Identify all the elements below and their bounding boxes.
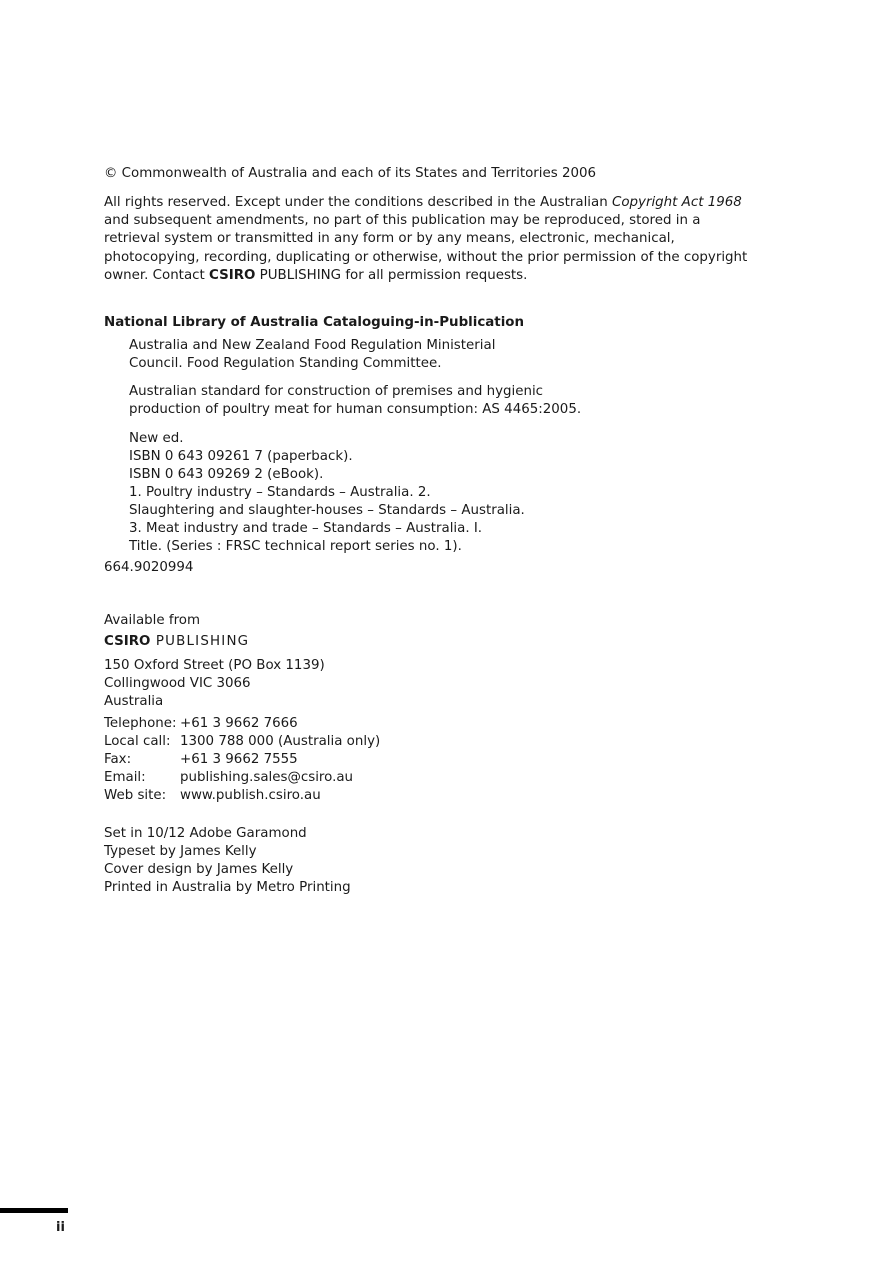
publisher-name: CSIRO PUBLISHING — [104, 634, 250, 649]
act-name: Copyright Act 1968 — [611, 195, 742, 210]
production-line: Set in 10/12 Adobe Garamond — [104, 826, 307, 841]
cip-details — [129, 430, 689, 556]
cip-author-line: Australia and New Zealand Food Regulation Ministerial — [129, 338, 496, 353]
cip-detail-line: 1. Poultry industry – Standards – Australia. 2. — [129, 485, 431, 500]
contact-email: Email: publishing.sales@csiro.au — [104, 770, 354, 785]
address-line: Collingwood VIC 3066 — [104, 676, 251, 691]
cip-author-line: Council. Food Regulation Standing Committee. — [129, 356, 442, 371]
contact-telephone: Telephone: +61 3 9662 7666 — [104, 716, 298, 731]
cip-detail-line: ISBN 0 643 09261 7 (paperback). — [129, 449, 353, 464]
copyright-notice: © Commonwealth of Australia and each of its States and Territories 2006 — [104, 166, 597, 181]
csiro-mark: CSIRO — [209, 267, 256, 283]
contact-website: Web site: www.publish.csiro.au — [104, 788, 321, 803]
production-line: Printed in Australia by Metro Printing — [104, 880, 351, 895]
publisher-address — [104, 657, 754, 711]
production-line: Cover design by James Kelly — [104, 862, 294, 877]
cip-detail-line: Title. (Series : FRSC technical report series no. 1). — [129, 539, 462, 554]
production-line: Typeset by James Kelly — [104, 844, 257, 859]
available-from: Available from — [104, 613, 201, 628]
contact-fax: Fax: +61 3 9662 7555 — [104, 752, 298, 767]
cip-detail-line: New ed. — [129, 431, 184, 446]
cip-title-line: production of poultry meat for human consumption: AS 4465:2005. — [129, 402, 582, 417]
cip-detail-line: 3. Meat industry and trade – Standards – Australia. I. — [129, 521, 483, 536]
production-credits — [104, 825, 754, 897]
rights-statement: All rights reserved. Except under the conditions described in the Australian Copyright Act 1968 and subsequent amendments, no part of this publication may be reproduced, stored in a retrieval system or transmitted in any form or by any means, electronic, mechanical, photocopying, recording, duplicating or otherwise, without the prior permission of the copyright owner. Contact CSIRO PUBLISHING for all permission requests. — [104, 195, 748, 283]
cip-detail-line: ISBN 0 643 09269 2 (eBook). — [129, 467, 324, 482]
page-number: ii — [56, 1220, 65, 1235]
address-line: 150 Oxford Street (PO Box 1139) — [104, 658, 325, 673]
contact-local-call: Local call: 1300 788 000 (Australia only) — [104, 734, 381, 749]
cip-detail-line: Slaughtering and slaughter-houses – Standards – Australia. — [129, 503, 525, 518]
contact-list — [104, 715, 754, 805]
cip-heading: National Library of Australia Cataloguing-in-Publication — [104, 315, 525, 330]
footer-rule — [0, 1208, 68, 1213]
cip-title-line: Australian standard for construction of premises and hygienic — [129, 384, 544, 399]
cip-author — [129, 337, 689, 373]
cip-title — [129, 383, 689, 419]
address-line: Australia — [104, 694, 164, 709]
classification-number: 664.9020994 — [104, 560, 194, 575]
